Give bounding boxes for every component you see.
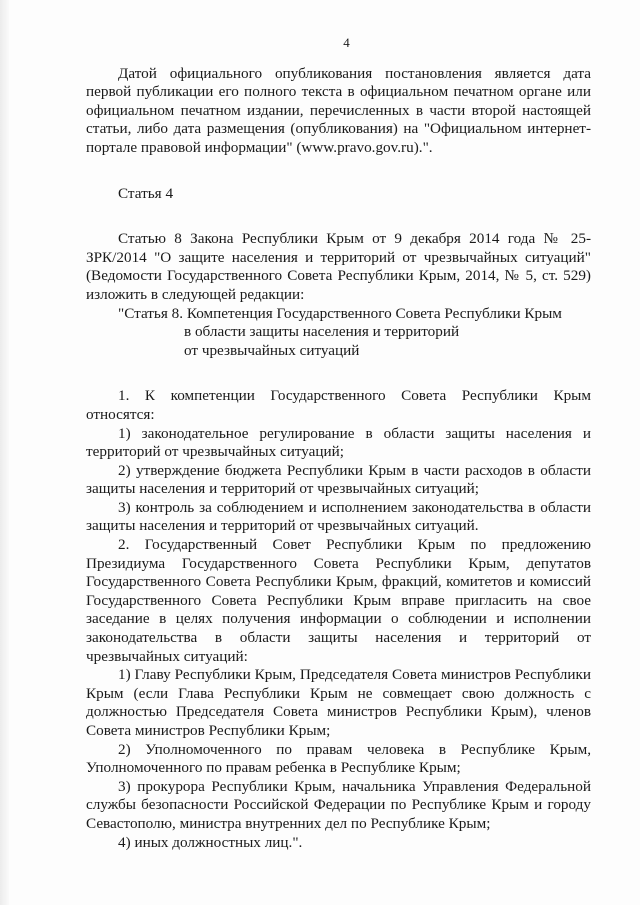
article-heading: Статья 4	[118, 184, 174, 202]
clause-2-item-4: 4) иных должностных лиц.".	[118, 833, 303, 851]
clause-1: 1. К компетенции Государственного Совета Республики Крым относятся:	[86, 387, 591, 423]
page-content	[86, 34, 591, 852]
clause-1-item-1: 1) законодательное регулирование в области защиты населения и территорий от чрезвычайных ситуаций;	[86, 424, 591, 461]
clause-2-item-3: 3) прокурора Республики Крым, начальника Управления Федеральной службы безопасности Российской Федерации по Республике Крым и городу Севастополю, министра внутренних дел по Республике Крым;	[86, 777, 591, 832]
clause-1-item-2: 2) утверждение бюджета Республики Крым в части расходов в области защиты населения и территорий от чрезвычайных ситуаций;	[86, 461, 591, 498]
scan-edge	[0, 0, 9, 905]
page-number: 4	[343, 35, 350, 50]
article-title-line-1: "Статья 8. Компетенция Государственного Совета Республики Крым	[118, 304, 562, 322]
clause-1-item-3: 3) контроль за соблюдением и исполнением законодательства в области защиты населения и территорий от чрезвычайных ситуаций.	[86, 498, 591, 535]
clause-2-item-1: 1) Главу Республики Крым, Председателя Совета министров Республики Крым (если Глава Республики Крым не совмещает свою должность с должностью Председателя Совета министров Республики Крым), членов Совета министров Республики Крым;	[86, 666, 591, 739]
paragraph-article-amendment: Статью 8 Закона Республики Крым от 9 декабря 2014 года № 25-ЗРК/2014 "О защите населения и территорий от чрезвычайных ситуаций" (Ведомости Государственного Совета Республики Крым, 2014, № 5, ст. 529) изложить в следующей редакции:	[86, 230, 591, 303]
paragraph-publication-date: Датой официального опубликования постановления является дата первой публикации его полного текста в официальном печатном органе или официальном печатном издании, перечисленных в части второй настоящей статьи, либо дата размещения (опубликования) на "Официальном интернет-портале правовой информации" (www.pravo.gov.ru).".	[86, 64, 591, 156]
article-title-line-2: в области защиты населения и территорий	[184, 323, 460, 341]
clause-2: 2. Государственный Совет Республики Крым по предложению Президиума Государственного Совета Республики Крым, депутатов Государственного Совета Республики Крым, фракций, комитетов и комиссий Государственного Совета Республики Крым вправе пригласить на свое заседание в целях получения информации о соблюдении и исполнении законодательства в области защиты населения и территорий от чрезвычайных ситуаций:	[86, 536, 591, 665]
clause-2-item-2: 2) Уполномоченного по правам человека в Республике Крым, Уполномоченного по правам ребенка в Республике Крым;	[86, 740, 591, 777]
article-title-line-3: от чрезвычайных ситуаций	[184, 341, 360, 359]
